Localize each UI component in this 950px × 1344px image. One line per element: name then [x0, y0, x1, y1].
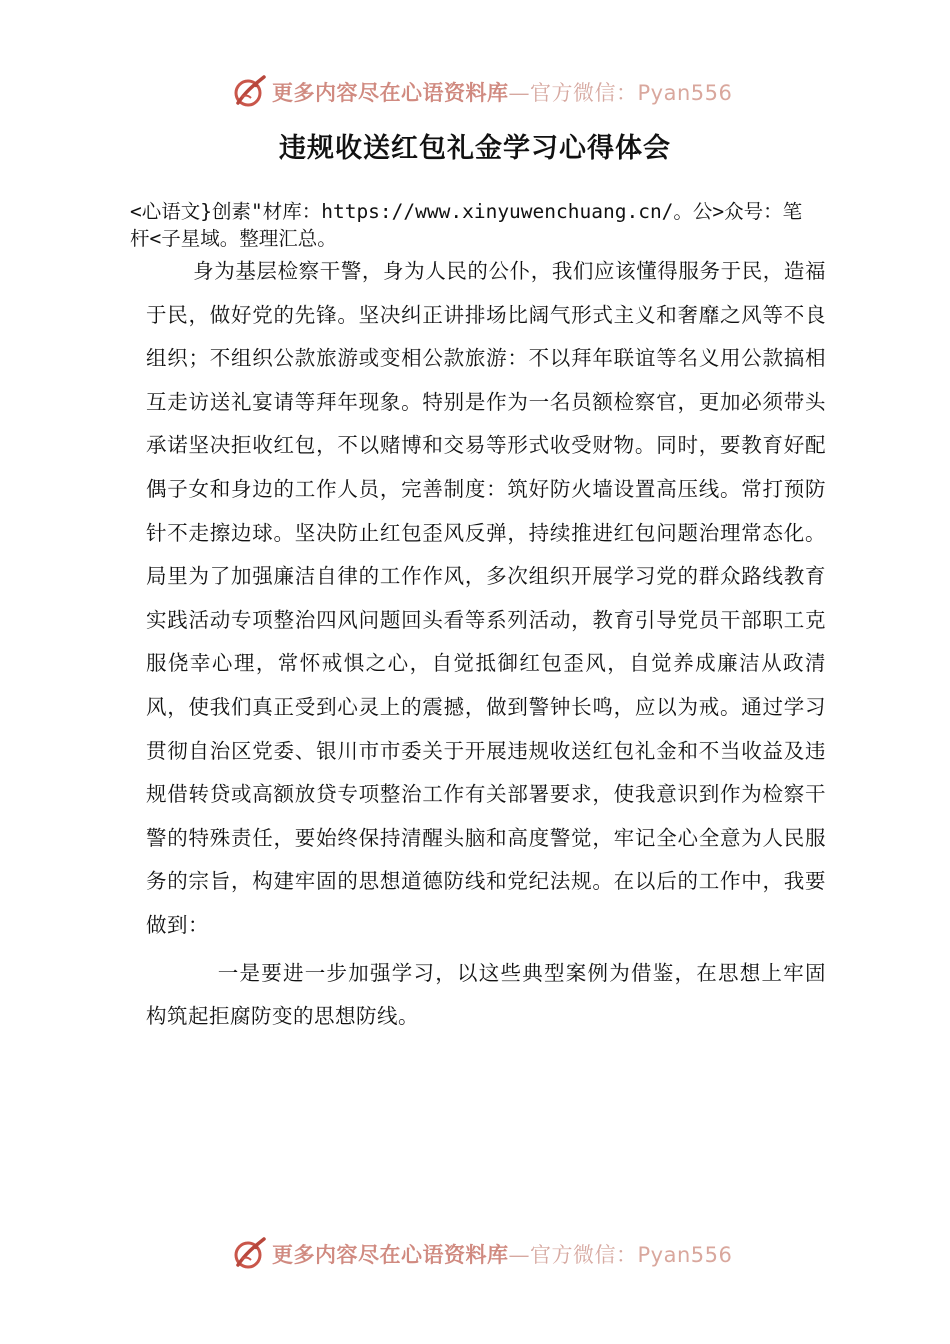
banner-sub-text: 官方微信： — [530, 81, 638, 105]
banner-dash: — — [508, 81, 530, 105]
brush-logo-icon — [232, 75, 266, 109]
document-title: 违规收送红包礼金学习心得体会 — [279, 133, 671, 164]
watermark-banner-top — [232, 72, 752, 112]
banner-dash: — — [508, 1243, 530, 1267]
banner-main-text: 更多内容尽在心语资料库 — [272, 80, 509, 105]
brush-logo-icon — [232, 1237, 266, 1271]
banner-text — [272, 77, 732, 107]
banner-text — [272, 1239, 732, 1269]
document-body — [146, 250, 826, 1039]
source-note: <心语文}创素"材库：https://www.xinyuwenchuang.cn/。公>众号：笔杆<子星域。整理汇总。 — [130, 200, 803, 250]
body-paragraph: 身为基层检察干警，身为人民的公仆，我们应该懂得服务于民，造福于民，做好党的先锋。坚决纠正讲排场比阔气形式主义和奢靡之风等不良组织；不组织公款旅游或变相公款旅游：不以拜年联谊等名义用公款搞相互走访送礼宴请等拜年现象。特别是作为一名员额检察官，更加必须带头承诺坚决拒收红包，不以赌博和交易等形式收受财物。同时，要教育好配偶子女和身边的工作人员，完善制度：筑好防火墙设置高压线。常打预防针不走擦边球。坚决防止红包歪风反弹，持续推进红包问题治理常态化。局里为了加强廉洁自律的工作作风，多次组织开展学习党的群众路线教育实践活动专项整治四风问题回头看等系列活动，教育引导党员干部职工克服侥幸心理，常怀戒惧之心，自觉抵御红包歪风，自觉养成廉洁从政清风，使我们真正受到心灵上的震撼，做到警钟长鸣，应以为戒。通过学习贯彻自治区党委、银川市市委关于开展违规收送红包礼金和不当收益及违规借转贷或高额放贷专项整治工作有关部署要求，使我意识到作为检察干警的特殊责任，要始终保持清醒头脑和高度警觉，牢记全心全意为人民服务的宗旨，构建牢固的思想道德防线和党纪法规。在以后的工作中，我要做到： — [146, 259, 826, 937]
watermark-banner-bottom — [232, 1234, 752, 1274]
banner-wechat-id: Pyan556 — [637, 1243, 733, 1267]
banner-sub-text: 官方微信： — [530, 1243, 638, 1267]
banner-main-text: 更多内容尽在心语资料库 — [272, 1242, 509, 1267]
body-paragraph: 一是要进一步加强学习，以这些典型案例为借鉴，在思想上牢固构筑起拒腐防变的思想防线。 — [146, 960, 826, 1029]
banner-wechat-id: Pyan556 — [637, 81, 733, 105]
